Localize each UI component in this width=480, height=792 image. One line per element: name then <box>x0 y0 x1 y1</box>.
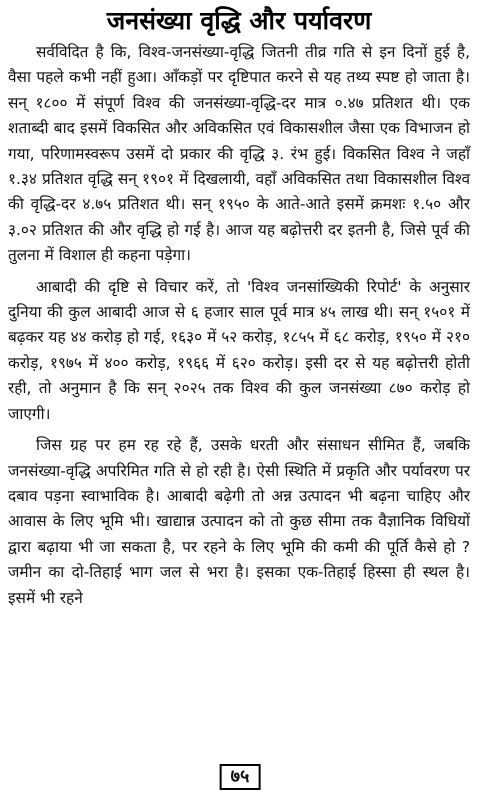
page-title: जनसंख्या वृद्धि और पर्यावरण <box>106 6 372 35</box>
paragraph-resources: जिस ग्रह पर हम रह रहे हैं, उसके धरती और संसाधन सीमित हैं, जबकि जनसंख्या-वृद्धि अपरिमित गति से हो रही है। ऐसी स्थिति में प्रकृति और पर्यावरण पर दबाव पड़ना स्वाभाविक है। आबादी बढ़ेगी तो अन्न उत्पादन भी बढ़ना चाहिए और आवास के लिए भूमि भी। खाद्यान्न उत्पादन को तो कुछ सीमा तक वैज्ञानिक विधियों द्वारा बढ़ाया भी जा सकता है, पर रहने के लिए भूमि की कमी की पूर्ति कैसे हो ? जमीन का दो-तिहाई भाग जल से भरा है। इसका एक-तिहाई हिस्सा ही स्थल है। इसमें भी रहने <box>8 436 470 607</box>
page-number: ७५ <box>220 764 261 790</box>
paragraph-growth-rates: सर्वविदित है कि, विश्व-जनसंख्या-वृद्धि जितनी तीव्र गति से इन दिनों हुई है, वैसा पहले कभी नहीं हुआ। आँकड़ों पर दृष्टिपात करने से यह तथ्य स्पष्ट हो जाता है। सन् १८०० में संपूर्ण विश्व की जनसंख्या-वृद्धि-दर मात्र ०.४७ प्रतिशत थी। एक शताब्दी बाद इसमें विकसित और अविकसित एवं विकासशील जैसा एक विभाजन हो गया, परिणामस्वरूप उसमें दो प्रकार की वृद्धि ३. रंभ हुई। विकसित विश्व ने जहाँ १.३४ प्रतिशत वृद्धि सन् १९०१ में दिखलायी, वहाँ अविकसित तथा विकासशील विश्व की वृद्धि-दर ४.७५ प्रतिशत थी। सन् १९५० के आते-आते इसमें क्रमशः १.५० और ३.०२ प्रतिशत की और वृद्धि हो गई है। आज यह बढ़ोत्तरी दर इतनी है, जिसे पूर्व की तुलना में विशाल ही कहना पड़ेगा। <box>8 43 470 265</box>
paragraph-population-history: आबादी की दृष्टि से विचार करें, तो 'विश्व जनसांख्यिकी रिपोर्ट' के अनुसार दुनिया की कुल आबादी आज से ६ हजार साल पूर्व मात्र ४५ लाख थी। सन् १५०१ में बढ़कर यह ४४ करोड़ हो गई, १६३० में ५२ करोड़, १८५५ में ६८ करोड़, १९५० में २१० करोड़, १९७५ में ४०० करोड़, १९६६ में ६२० करोड़। इसी दर से यह बढ़ोत्तरी होती रही, तो अनुमान है कि सन् २०२५ तक विश्व की कुल जनसंख्या ८७० करोड़ हो जाएगी। <box>8 277 470 423</box>
article-body <box>8 40 470 611</box>
